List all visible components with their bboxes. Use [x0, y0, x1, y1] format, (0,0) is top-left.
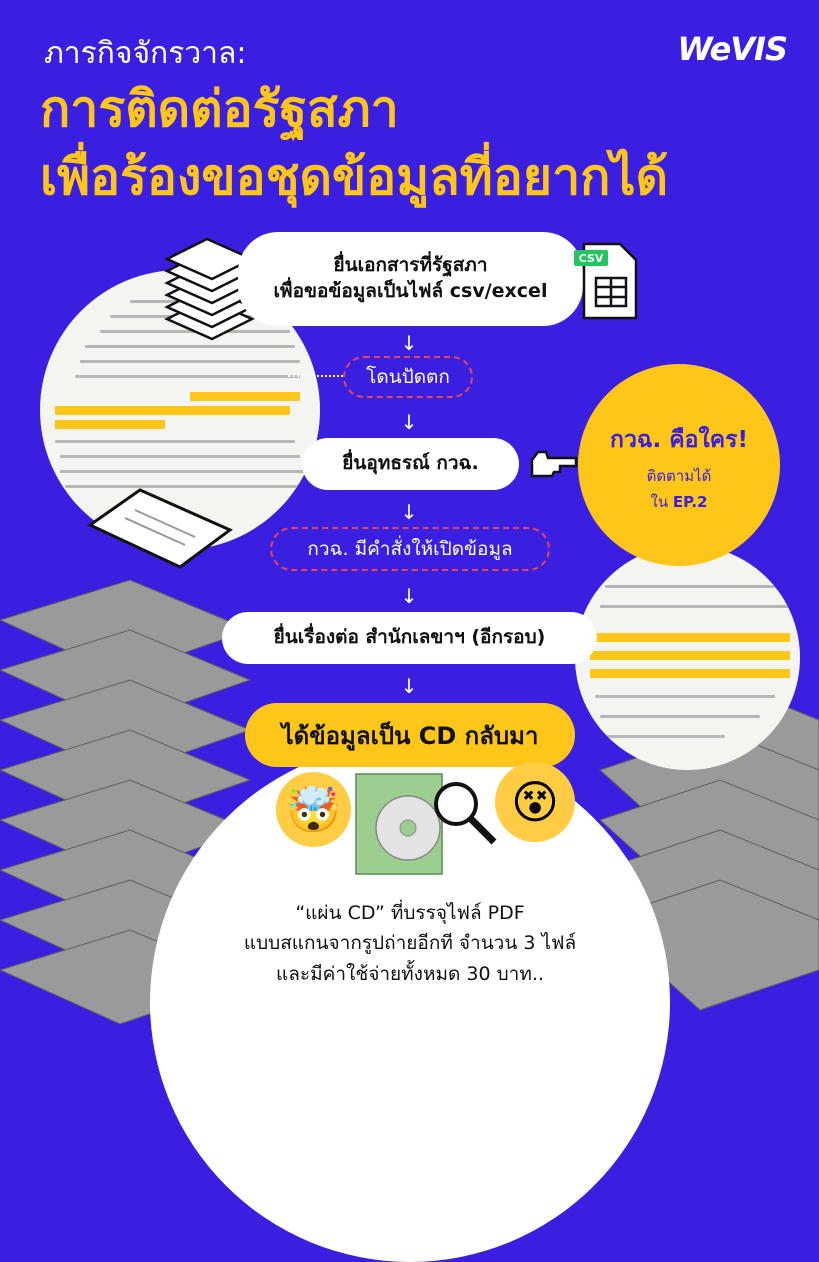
flow-arrow-icon: ↓	[400, 674, 418, 698]
wevis-logo: WeVIS	[677, 30, 787, 68]
step-submit-secretariat: ยื่นเรื่องต่อ สำนักเลขาฯ (อีกรอบ)	[222, 612, 597, 664]
page-title-line2: เพื่อร้องขอชุดข้อมูลที่อยากได้	[40, 148, 669, 206]
step1-line2: เพื่อขอข้อมูลเป็นไฟล์ csv/excel	[273, 280, 548, 302]
callout-title: กวฉ. คือใคร!	[610, 427, 748, 453]
result-cd-received: ได้ข้อมูลเป็น CD กลับมา	[245, 703, 575, 767]
step1-line1: ยื่นเอกสารที่รัฐสภา	[333, 254, 488, 277]
bottom-line2: แบบสแกนจากรูปถ่ายอีกที จำนวน 3 ไฟล์	[243, 932, 577, 955]
bottom-line1: “แผ่น CD” ที่บรรจุไฟล์ PDF	[295, 902, 525, 924]
page-title-line1: การติดต่อรัฐสภา	[40, 80, 399, 138]
document-photo-right	[575, 545, 800, 770]
bottom-description	[185, 898, 635, 989]
step-submit-documents	[238, 232, 583, 326]
csv-file-icon	[574, 242, 644, 322]
flow-arrow-icon: ↓	[400, 410, 418, 434]
callout-who-is-kwc	[578, 364, 780, 566]
status-rejected: โดนปัดตก	[343, 356, 473, 398]
connector-line	[288, 375, 343, 377]
status-ordered-open: กวฉ. มีคำสั่งให้เปิดข้อมูล	[270, 527, 550, 571]
csv-badge: CSV	[578, 252, 604, 265]
flow-arrow-icon: ↓	[400, 584, 418, 608]
dizzy-face-emoji: 😵	[495, 762, 575, 842]
document-sheet-icon	[80, 485, 240, 575]
magnifier-icon	[430, 778, 502, 850]
exploding-head-emoji: 🤯	[276, 772, 351, 847]
step-appeal: ยื่นอุทธรณ์ กวฉ.	[302, 438, 519, 490]
flow-arrow-icon: ↓	[400, 500, 418, 524]
callout-episode: ใน EP.2	[650, 493, 708, 511]
flow-arrow-icon: ↓	[400, 331, 418, 355]
callout-follow: ติดตามได้	[646, 467, 712, 485]
pointing-hand-icon	[526, 448, 578, 482]
bottom-line3: และมีค่าใช้จ่ายทั้งหมด 30 บาท..	[276, 962, 544, 985]
page-subtitle: ภารกิจจักรวาล:	[44, 36, 247, 71]
